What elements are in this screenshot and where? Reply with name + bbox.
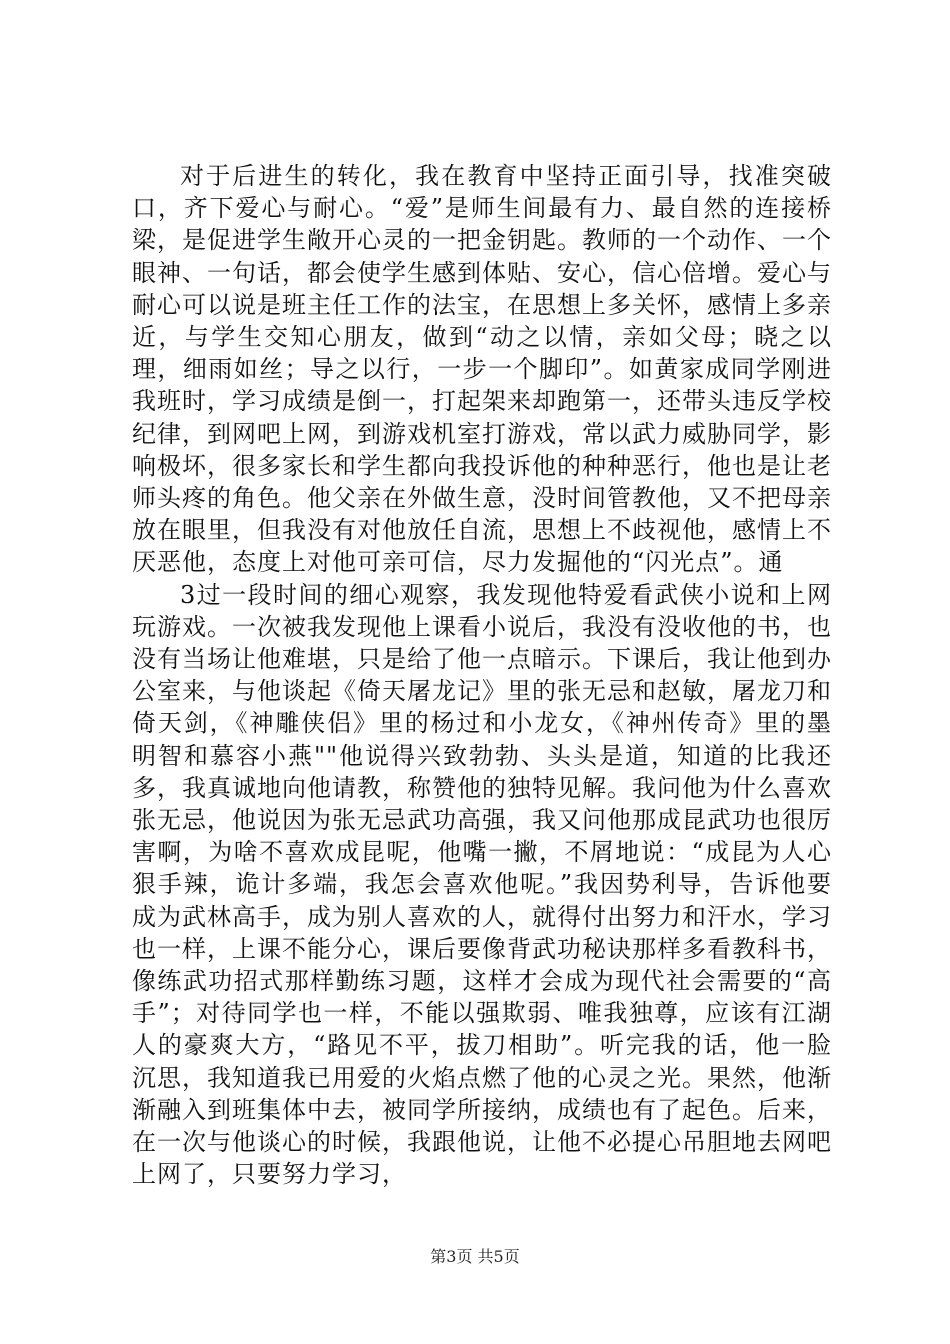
body-text <box>132 160 832 1191</box>
paragraph-1: 对于后进生的转化，我在教育中坚持正面引导，找准突破口，齐下爱心与耐心。“爱”是师生间最有力、最自然的连接桥梁，是促进学生敞开心灵的一把金钥匙。教师的一个动作、一个眼神、一句话，都会使学生感到体贴、安心，信心倍增。爱心与耐心可以说是班主任工作的法宝，在思想上多关怀，感情上多亲近，与学生交知心朋友，做到“动之以情，亲如父母；晓之以理，细雨如丝；导之以行，一步一个脚印”。如黄家成同学刚进我班时，学习成绩是倒一，打起架来却跑第一，还带头违反学校纪律，到网吧上网，到游戏机室打游戏，常以武力威胁同学，影响极坏，很多家长和学生都向我投诉他的种种恶行，他也是让老师头疼的角色。他父亲在外做生意，没时间管教他，又不把母亲放在眼里，但我没有对他放任自流，思想上不歧视他，感情上不厌恶他，态度上对他可亲可信，尽力发掘他的“闪光点”。通 <box>132 162 832 577</box>
page-footer: 第3页 共5页 <box>430 1247 520 1266</box>
paragraph-2: 3过一段时间的细心观察，我发现他特爱看武侠小说和上网玩游戏。一次被我发现他上课看小说后，我没有没收他的书，也没有当场让他难堪，只是给了他一点暗示。下课后，我让他到办公室来，与他谈起《倚天屠龙记》里的张无忌和赵敏，屠龙刀和倚天剑，《神雕侠侣》里的杨过和小龙女，《神州传奇》里的墨明智和慕容小燕""他说得兴致勃勃、头头是道，知道的比我还多，我真诚地向他请教，称赞他的独特见解。我问他为什么喜欢张无忌，他说因为张无忌武功高强，我又问他那成昆武功也很厉害啊，为啥不喜欢成昆呢，他嘴一撇，不屑地说：“成昆为人心狠手辣，诡计多端，我怎会喜欢他呢。”我因势利导，告诉他要成为武林高手，成为别人喜欢的人，就得付出努力和汗水，学习也一样，上课不能分心，课后要像背武功秘诀那样多看教科书，像练武功招式那样勤练习题，这样才会成为现代社会需要的“高手”；对待同学也一样，不能以强欺弱、唯我独尊，应该有江湖人的豪爽大方，“路见不平，拔刀相助”。听完我的话，他一脸沉思，我知道我已用爱的火焰点燃了他的心灵之光。果然，他渐渐融入到班集体中去，被同学所接纳，成绩也有了起色。后来，在一次与他谈心的时候，我跟他说，让他不必提心吊胆地去网吧上网了，只要努力学习， <box>132 580 832 1189</box>
